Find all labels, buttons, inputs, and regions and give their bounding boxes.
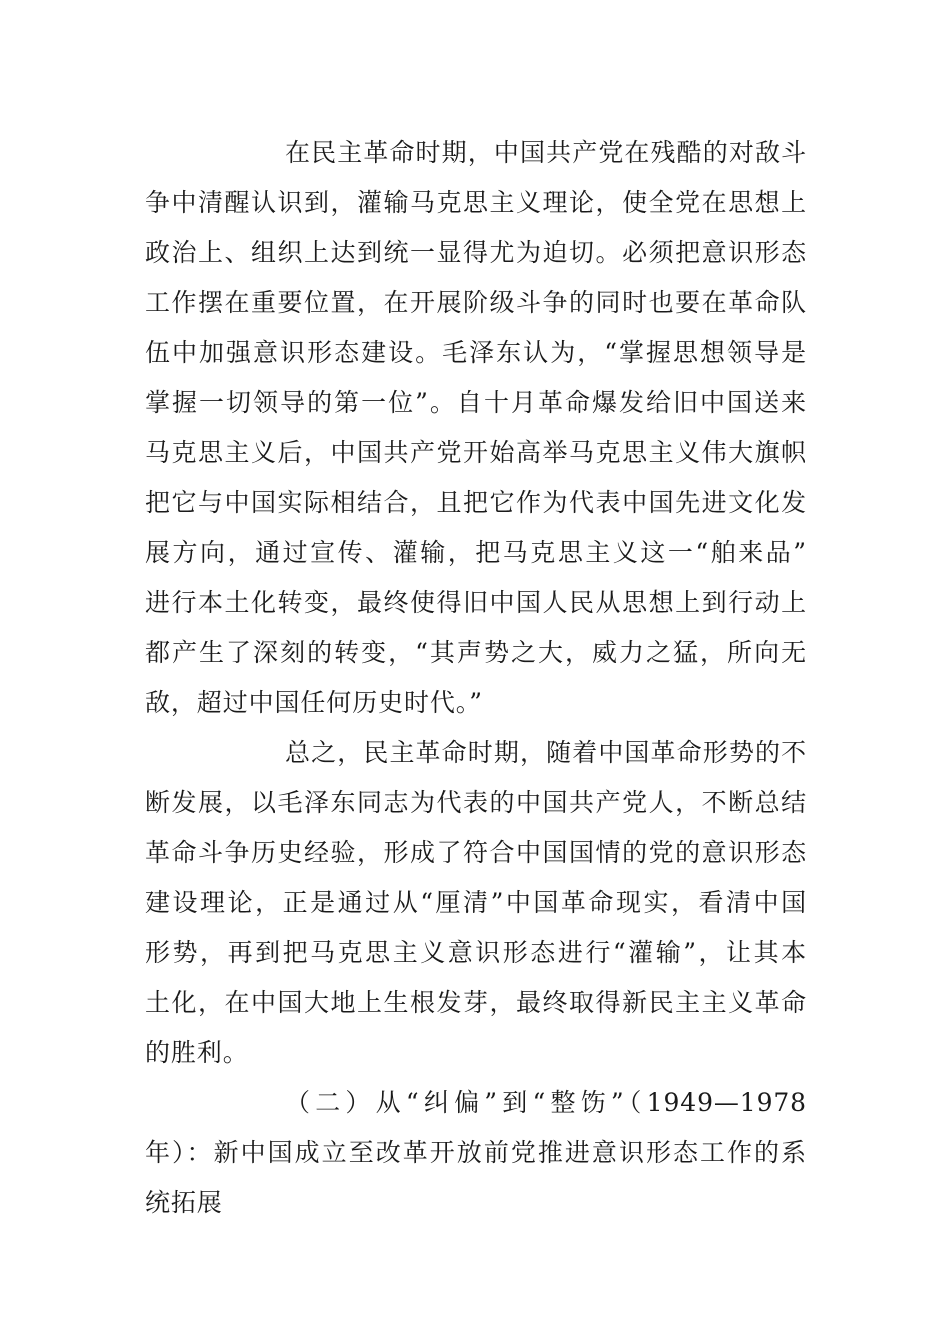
paragraph-line: 政治上、组织上达到统一显得尤为迫切。必须把意识形态	[145, 238, 807, 267]
paragraph-line: 土化，在中国大地上生根发芽，最终取得新民主主义革命	[145, 988, 807, 1017]
paragraph-line: 争中清醒认识到，灌输马克思主义理论，使全党在思想上	[145, 188, 807, 217]
paragraph-line: 的胜利。	[145, 1038, 249, 1067]
paragraph-line: 敌，超过中国任何历史时代。”	[145, 688, 483, 717]
paragraph-line: 革命斗争历史经验，形成了符合中国国情的党的意识形态	[145, 838, 807, 867]
paragraph-line: 都产生了深刻的转变，“其声势之大，威力之猛，所向无	[145, 638, 807, 667]
paragraph-line: 伍中加强意识形态建设。毛泽东认为，“掌握思想领导是	[145, 338, 807, 367]
paragraph-line: 掌握一切领导的第一位”。自十月革命爆发给旧中国送来	[145, 388, 807, 417]
heading-line: （二）从“纠偏”到“整饬”（1949—1978	[285, 1088, 807, 1117]
heading-line: 年）：新中国成立至改革开放前党推进意识形态工作的系	[145, 1138, 807, 1167]
paragraph-line: 在民主革命时期，中国共产党在残酷的对敌斗	[285, 138, 807, 167]
heading-line: 统拓展	[145, 1188, 223, 1217]
paragraph-line: 进行本土化转变，最终使得旧中国人民从思想上到行动上	[145, 588, 807, 617]
paragraph-line: 工作摆在重要位置，在开展阶级斗争的同时也要在革命队	[145, 288, 807, 317]
paragraph-line: 形势，再到把马克思主义意识形态进行“灌输”，让其本	[145, 938, 807, 967]
paragraph-line: 马克思主义后，中国共产党开始高举马克思主义伟大旗帜	[145, 438, 807, 467]
paragraph-line: 展方向，通过宣传、灌输，把马克思主义这一“舶来品”	[145, 538, 807, 567]
paragraph-line: 总之，民主革命时期，随着中国革命形势的不	[285, 738, 807, 767]
paragraph-line: 把它与中国实际相结合，且把它作为代表中国先进文化发	[145, 488, 807, 517]
paragraph-line: 建设理论，正是通过从“厘清”中国革命现实，看清中国	[145, 888, 807, 917]
paragraph-line: 断发展，以毛泽东同志为代表的中国共产党人，不断总结	[145, 788, 807, 817]
